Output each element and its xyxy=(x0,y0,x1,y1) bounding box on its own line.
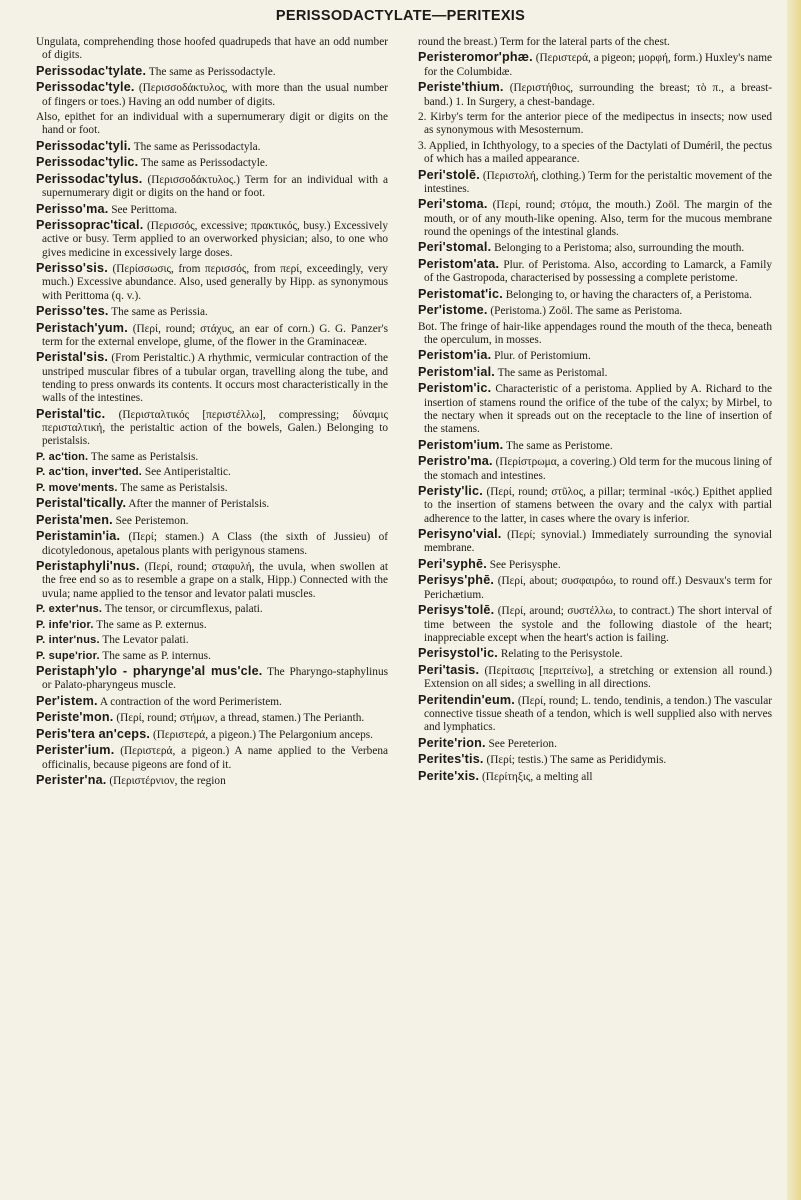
entry-definition: (Περίτασις [περιτείνω], a stretching or extension all round.) Extension on all sides; a swelling in all directions. xyxy=(424,664,772,691)
dictionary-entry xyxy=(36,81,388,109)
entry-headword: Perites'tis. xyxy=(418,752,484,767)
dictionary-entry xyxy=(36,156,388,170)
dictionary-entry xyxy=(36,36,388,63)
entry-definition: Relating to the Perisystole. xyxy=(500,648,623,661)
entry-definition: The same as P. internus. xyxy=(102,649,211,662)
dictionary-entry xyxy=(418,198,772,239)
dictionary-entry xyxy=(36,711,388,725)
entry-definition: (Περί, round; στόμα, the mouth.) Zoöl. The margin of the mouth, or of any mouth-like opening. Also, term for the mucous membrane round the openings of the intestinal glands. xyxy=(424,199,772,238)
dictionary-entry xyxy=(418,558,772,572)
entry-definition: After the manner of Peristalsis. xyxy=(128,498,270,511)
entry-headword: Peristomat'ic. xyxy=(418,286,503,301)
entry-definition: 3. Applied, in Ichthyology, to a species of the Dactylati of Duméril, the pectus of which has a mailed appearance. xyxy=(418,139,772,166)
entry-definition: A contraction of the word Perimeristem. xyxy=(99,695,282,708)
entry-definition: (Περί; testis.) The same as Perididymis. xyxy=(486,754,667,767)
dictionary-entry xyxy=(418,81,772,109)
entry-headword: Perissodac'tyle. xyxy=(36,80,135,95)
entry-definition: (Περί; stamen.) A Class (the sixth of Jussieu) of dicotyledonous, apetalous plants with perigynous stamens. xyxy=(42,531,388,557)
dictionary-entry xyxy=(418,258,772,286)
entry-headword: Perissodac'tylus. xyxy=(36,171,143,186)
entry-headword: Perisystol'ic. xyxy=(418,646,498,661)
entry-headword: P. inter'nus. xyxy=(36,634,100,647)
entry-headword: Perissodac'tylate. xyxy=(36,63,147,78)
dictionary-entry xyxy=(418,574,772,602)
entry-definition: The same as Peristalsis. xyxy=(90,450,199,463)
entry-headword: Periste'mon. xyxy=(36,710,114,725)
dictionary-entry xyxy=(36,497,388,511)
entry-headword: Peristom'ia. xyxy=(418,348,492,363)
dictionary-entry xyxy=(36,351,388,405)
entry-definition: (Peristoma.) Zoöl. The same as Peristoma. xyxy=(490,305,683,318)
entry-definition: The same as Perissodactyle. xyxy=(140,157,268,170)
dictionary-entry xyxy=(36,744,388,772)
entry-headword: Peristal'tic. xyxy=(36,406,106,421)
entry-headword: P. ac'tion. xyxy=(36,450,89,463)
entry-headword: Periste'thium. xyxy=(418,80,504,95)
entry-headword: P. supe'rior. xyxy=(36,649,100,662)
dictionary-entry xyxy=(36,634,388,647)
entry-definition: (Περί, around; συστέλλω, to contract.) The short interval of time between the systole and the following diastole of the heart; inappreciable except when the heart's action is failing. xyxy=(424,605,772,644)
entry-definition: (Περιστερά, a pigeon.) A name applied to the Verbena officinalis, because pigeons are fond of it. xyxy=(42,745,388,771)
dictionary-entry xyxy=(36,530,388,558)
entry-definition: (Περισσός, excessive; πρακτικός, busy.) Excessively active or busy. Term applied to an overworked physician; also, to one who gives medicine in excessively large doses. xyxy=(42,220,388,259)
entry-definition: Also, epithet for an individual with a supernumerary digit or digits on the hand or foot. xyxy=(36,111,388,137)
dictionary-entry xyxy=(36,140,388,154)
entry-definition: Plur. of Peristoma. Also, according to Lamarck, a Family of the Gastropoda, characterised by possessing a complete peristome. xyxy=(424,258,772,285)
entry-headword: Perisso'sis. xyxy=(36,261,108,276)
entry-headword: Peristaph'ylo - pharynge'al mus'cle. xyxy=(36,664,263,679)
entry-headword: Peristaphyli'nus. xyxy=(36,559,140,574)
entry-headword: Peristy'lic. xyxy=(418,484,483,499)
dictionary-entry xyxy=(418,455,772,483)
entry-headword: Per'istome. xyxy=(418,303,488,318)
entry-headword: Peris'tera an'ceps. xyxy=(36,726,151,741)
entry-headword: Peristal'sis. xyxy=(36,350,109,365)
entry-headword: Peristamin'ia. xyxy=(36,529,121,544)
entry-headword: Peritendin'eum. xyxy=(418,692,515,707)
entry-headword: Peristeromor'phæ. xyxy=(418,50,533,65)
entry-headword: Peristach'yum. xyxy=(36,320,128,335)
entry-definition: round the breast.) Term for the lateral parts of the chest. xyxy=(418,36,670,48)
entry-definition: See Perittoma. xyxy=(111,203,178,216)
dictionary-entry xyxy=(36,451,388,464)
entry-definition: See Perisysphe. xyxy=(489,558,561,571)
dictionary-entry xyxy=(36,173,388,201)
entry-definition: The same as Perissodactyla. xyxy=(133,140,261,153)
entry-definition: The Levator palati. xyxy=(102,634,189,647)
entry-headword: P. move'ments. xyxy=(36,481,118,494)
entry-definition: See Antiperistaltic. xyxy=(144,466,231,479)
entry-headword: Perisyno'vial. xyxy=(418,527,502,542)
dictionary-entry xyxy=(36,603,388,616)
dictionary-entry xyxy=(36,650,388,663)
entry-headword: Peri'stomal. xyxy=(418,240,492,255)
entry-headword: Peri'stolē. xyxy=(418,167,480,182)
entry-headword: Perista'men. xyxy=(36,512,113,527)
dictionary-entry xyxy=(36,203,388,217)
entry-definition: Characteristic of a peristoma. Applied by A. Richard to the insertion of stamens round the orifice of the tube of the calyx; by Mirbel, to the nectary when it spreads out on the receptacle to the line of insertion of the stamens. xyxy=(424,383,772,436)
entry-headword: Peristom'ata. xyxy=(418,256,500,271)
entry-headword: Peristro'ma. xyxy=(418,454,493,469)
entry-definition: (Περί, about; συσφαιρόω, to round off.) Desvaux's term for Perichætium. xyxy=(424,575,772,601)
dictionary-entry xyxy=(36,262,388,303)
entry-headword: Peri'tasis. xyxy=(418,662,480,677)
dictionary-entry xyxy=(418,241,772,255)
entry-definition: (Περίσσωσις, from περισσός, from περί, exceedingly, very much.) Excessive abundance. Also, used generally by Hipp. as synonymous with Perittoma (q. v.). xyxy=(42,263,388,302)
dictionary-entry xyxy=(36,514,388,528)
dictionary-entry xyxy=(36,466,388,479)
entry-definition: (Περιστερά, a pigeon; μορφή, form.) Huxley's name for the Columbidæ. xyxy=(424,52,772,78)
dictionary-entry xyxy=(418,647,772,661)
dictionary-entry xyxy=(418,485,772,526)
dictionary-entry xyxy=(36,728,388,742)
dictionary-entry xyxy=(418,528,772,556)
entry-headword: Perissodac'tyli. xyxy=(36,138,132,153)
left-column xyxy=(36,36,388,1186)
dictionary-entry xyxy=(36,322,388,350)
entry-headword: P. exter'nus. xyxy=(36,603,103,616)
entry-definition: (Περί, round; σταφυλή, the uvula, when swollen at the free end so as to resemble a grape on a stalk, Hipp.) Connected with the uvula; name applied to the tensor and levator palati muscles. xyxy=(42,561,388,600)
dictionary-entry xyxy=(418,51,772,79)
dictionary-entry xyxy=(36,774,388,788)
entry-definition: The tensor, or circumflexus, palati. xyxy=(104,603,263,616)
entry-definition: (Περίτηξις, a melting all xyxy=(482,770,593,783)
entry-definition: See Peristemon. xyxy=(115,514,189,527)
entry-definition: (Περί, round; στήμων, a thread, stamen.) The Perianth. xyxy=(116,712,365,725)
dictionary-entry xyxy=(36,695,388,709)
entry-headword: Peristom'ium. xyxy=(418,437,504,452)
entry-headword: Perister'ium. xyxy=(36,743,115,758)
entry-definition: The same as P. externus. xyxy=(96,618,207,631)
entry-definition: (Περιστολή, clothing.) Term for the peristaltic movement of the intestines. xyxy=(424,169,772,195)
entry-headword: Perite'xis. xyxy=(418,768,480,783)
entry-headword: Peri'stoma. xyxy=(418,197,488,212)
entry-definition: The same as Peristalsis. xyxy=(120,481,228,494)
entry-definition: The same as Perissodactyle. xyxy=(148,65,276,78)
page-edge xyxy=(787,0,801,1200)
entry-definition: (Περισσοδάκτυλος.) Term for an individual with a supernumerary digit or digits on the hand or foot. xyxy=(42,173,388,200)
dictionary-entry xyxy=(418,140,772,167)
dictionary-entry xyxy=(418,111,772,138)
dictionary-entry xyxy=(36,665,388,693)
dictionary-entry xyxy=(36,65,388,79)
entry-definition: Belonging to, or having the characters of, a Peristoma. xyxy=(505,288,752,301)
dictionary-entry xyxy=(36,619,388,632)
entry-definition: (Περιστέρνιον, the region xyxy=(109,775,226,788)
entry-headword: Perite'rion. xyxy=(418,735,486,750)
dictionary-entry xyxy=(36,305,388,319)
entry-headword: Perisys'tolē. xyxy=(418,603,495,618)
entry-definition: (Περί, round; στῦλος, a pillar; terminal -ικός.) Epithet applied to the insertion of stamens between the ovary and the calyx with partial adherence to the latter, in cases where the ovary is inferior. xyxy=(424,486,772,525)
entry-definition: (Περιστήθιος, surrounding the breast; τὸ π., a breast-band.) 1. In Surgery, a chest-bandage. xyxy=(424,82,772,108)
dictionary-entry xyxy=(36,408,388,449)
dictionary-entry xyxy=(36,482,388,495)
dictionary-entry xyxy=(418,36,772,49)
dictionary-entry xyxy=(418,304,772,318)
entry-definition: The same as Perissia. xyxy=(111,306,208,319)
dictionary-entry xyxy=(418,737,772,751)
dictionary-entry xyxy=(418,439,772,453)
entry-headword: Perisso'tes. xyxy=(36,304,109,319)
entry-headword: Peristal'tically. xyxy=(36,496,127,511)
entry-definition: 2. Kirby's term for the anterior piece of the medipectus in insects; now used as synonymous with Mesosternum. xyxy=(418,111,772,137)
dictionary-entry xyxy=(418,366,772,380)
entry-headword: Perissodac'tylic. xyxy=(36,155,139,170)
entry-definition: (Περί, round; στάχυς, an ear of corn.) G. G. Panzer's term for the external envelope, glume, of the flower in the Graminaceæ. xyxy=(42,322,388,348)
entry-headword: P. infe'rior. xyxy=(36,618,94,631)
dictionary-entry xyxy=(418,753,772,767)
right-column-entries xyxy=(418,36,772,784)
dictionary-entry xyxy=(418,349,772,363)
page-header: PERISSODACTYLATE—PERITEXIS xyxy=(275,8,526,24)
entry-definition: (Περισταλτικός [περιστέλλω], compressing; δύναμις περισταλτική, the peristaltic action of the bowels, Galen.) Belonging to peristalsis. xyxy=(42,408,388,448)
entry-headword: Peristom'ial. xyxy=(418,364,495,379)
entry-definition: Bot. The fringe of hair-like appendages round the mouth of the theca, beneath the operculum, in mosses. xyxy=(418,320,772,346)
dictionary-entry xyxy=(418,694,772,735)
right-column xyxy=(418,36,772,1186)
dictionary-entry xyxy=(418,169,772,197)
entry-definition: Ungulata, comprehending those hoofed quadrupeds that have an odd number of digits. xyxy=(36,36,388,62)
entry-definition: (From Peristaltic.) A rhythmic, vermicular contraction of the unstriped muscular fibres of a tubular organ, travelling along the tube, and tending to press onwards its contents. It occurs most characteristically in the walls of the intestines. xyxy=(42,352,388,405)
dictionary-entry xyxy=(36,111,388,138)
dictionary-entry xyxy=(36,560,388,601)
entry-definition: The same as Peristomal. xyxy=(497,366,608,379)
entry-definition: See Pereterion. xyxy=(488,737,557,750)
entry-headword: Per'istem. xyxy=(36,693,98,708)
entry-definition: (Περί; synovial.) Immediately surrounding the synovial membrane. xyxy=(424,529,772,555)
entry-definition: The same as Peristome. xyxy=(506,439,613,452)
entry-headword: Perister'na. xyxy=(36,773,107,788)
left-column-entries xyxy=(36,36,388,788)
dictionary-entry xyxy=(418,664,772,692)
entry-definition: (Περισσοδάκτυλος, with more than the usual number of fingers or toes.) Having an odd number of digits. xyxy=(42,82,388,108)
dictionary-entry xyxy=(418,770,772,784)
entry-headword: P. ac'tion, inver'ted. xyxy=(36,466,143,479)
entry-headword: Perisso'ma. xyxy=(36,201,109,216)
entry-definition: (Περί, round; L. tendo, tendinis, a tendon.) The vascular connective tissue sheath of a tendon, which is well supplied also with nerves and lymphatics. xyxy=(424,694,772,734)
dictionary-entry xyxy=(418,604,772,645)
entry-definition: Belonging to a Peristoma; also, surrounding the mouth. xyxy=(494,242,745,255)
entry-headword: Peri'syphē. xyxy=(418,556,487,571)
entry-definition: (Περιστερά, a pigeon.) The Pelargonium anceps. xyxy=(152,728,373,741)
entry-headword: Peristom'ic. xyxy=(418,381,492,396)
entry-headword: Perissoprac'tical. xyxy=(36,218,144,233)
entry-definition: (Περίστρωμα, a covering.) Old term for the mucous lining of the stomach and intestines. xyxy=(424,456,772,482)
dictionary-entry xyxy=(418,288,772,302)
entry-definition: Plur. of Peristomium. xyxy=(494,350,591,363)
dictionary-entry xyxy=(418,382,772,436)
entry-definition: The Pharyngo-staphylinus or Palato-pharyngeus muscle. xyxy=(42,666,388,692)
dictionary-entry xyxy=(418,321,772,348)
entry-headword: Perisys'phē. xyxy=(418,573,495,588)
dictionary-entry xyxy=(36,219,388,260)
